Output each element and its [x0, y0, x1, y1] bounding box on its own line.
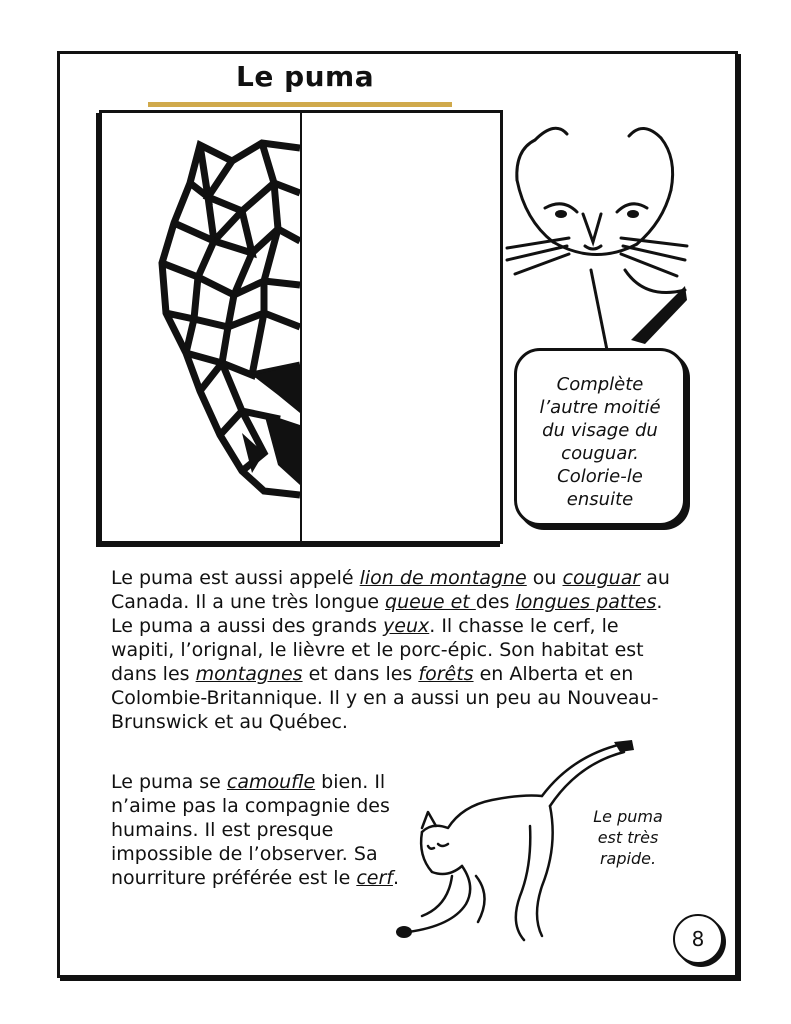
- keyword: lion de montagne: [359, 567, 527, 589]
- cougar-head-illustration: [505, 110, 690, 350]
- puma-caption: Le puma est très rapide.: [593, 807, 663, 868]
- geometric-cougar-half-face: [102, 113, 300, 541]
- instruction-text: Complète l’autre moitié du visage du couguar. Colorie-le ensuite: [539, 374, 661, 510]
- keyword: longues pattes: [515, 591, 657, 613]
- keyword: yeux: [383, 615, 430, 637]
- habits-paragraph: Le puma se camoufle bien. Il n’aime pas la compagnie des humains. Il est presque impossible de l’observer. Sa nourriture préférée est le cerf.: [111, 771, 399, 889]
- symmetry-line: [300, 113, 302, 541]
- keyword: montagnes: [195, 663, 303, 685]
- intro-paragraph: Le puma est aussi appelé lion de montagne ou couguar au Canada. Il a une très longue queue et des longues pattes. Le puma a aussi des grands yeux. Il chasse le cerf, le wapiti, l’orignal, le lièvre et le porc-épic. Son habitat est dans les montagnes et dans les forêts en Alberta et en Colombie-Britannique. Il y en a aussi un peu au Nouveau-Brunswick et au Québec.: [111, 567, 670, 733]
- keyword: camoufle: [226, 771, 316, 793]
- keyword: cerf: [356, 867, 393, 889]
- keyword: queue et: [385, 591, 476, 613]
- keyword: couguar: [562, 567, 641, 589]
- drawing-box: [99, 110, 503, 544]
- title-underline: [148, 102, 452, 107]
- keyword: forêts: [418, 663, 474, 685]
- page-title: Le puma: [236, 60, 375, 93]
- page-number: 8: [673, 914, 723, 964]
- instruction-bubble: [514, 348, 686, 526]
